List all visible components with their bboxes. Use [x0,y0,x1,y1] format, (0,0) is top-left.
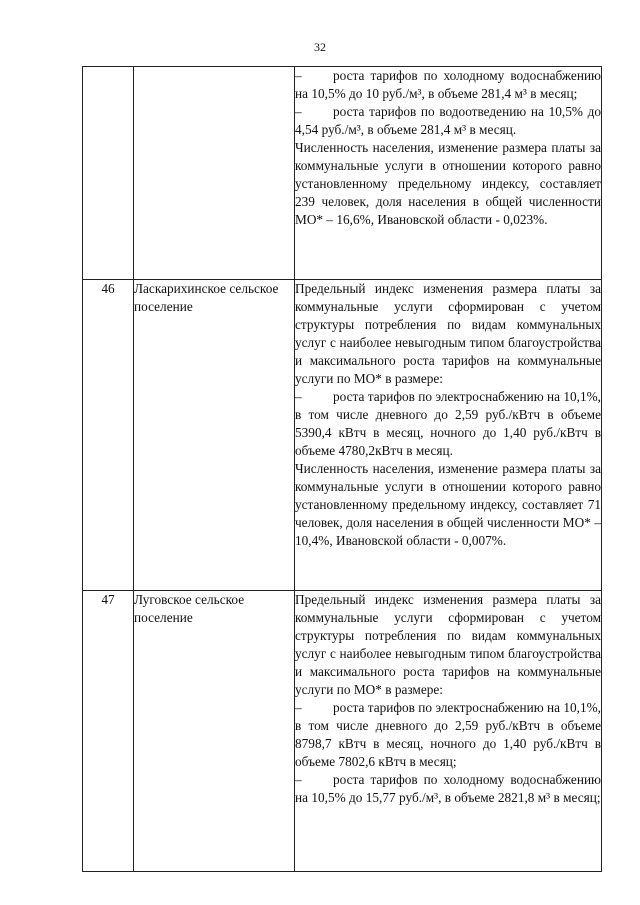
description-paragraph [295,771,601,807]
table-row [83,280,602,591]
tariff-table [82,66,602,872]
municipality-name: Ласкарихинское сельское поселение [134,280,295,591]
row-number: 46 [83,280,134,591]
description-cell [295,280,602,591]
dash-marker: – [295,772,302,787]
row-number [83,67,134,280]
paragraph-text: роста тарифов по холодному водоснабжению на 10,5% до 10 руб./м³, в объеме 281,4 м³ в месяц; [295,68,601,101]
dash-marker: – [295,389,302,404]
paragraph-text: роста тарифов по электроснабжению на 10,1%, в том числе дневного до 2,59 руб./кВтч в объеме 8798,7 кВтч в месяц, ночного до 1,40 руб./кВтч в объеме 7802,6 кВтч в месяц; [295,700,601,769]
description-paragraph [295,388,601,460]
description-paragraph [295,67,601,103]
table-row [83,67,602,280]
dash-marker: – [295,104,302,119]
dash-marker: – [295,68,302,83]
description-paragraph [295,699,601,771]
page-number: 32 [314,40,326,54]
paragraph-text: Предельный индекс изменения размера платы за коммунальные услуги сформирован с учетом структуры потребления по видам коммунальных услуг с наиболее невыгодным типом благоустройства и максимального роста тарифов на коммунальные услуги по МО* в размере: [295,281,601,386]
row-number: 47 [83,591,134,872]
paragraph-text: роста тарифов по холодному водоснабжению на 10,5% до 15,77 руб./м³, в объеме 2821,8 м³ в месяц; [295,772,601,805]
municipality-name: Луговское сельское поселение [134,591,295,872]
description-paragraph [295,591,601,699]
paragraph-text: роста тарифов по водоотведению на 10,5% до 4,54 руб./м³, в объеме 281,4 м³ в месяц. [295,104,601,137]
description-cell [295,591,602,872]
description-paragraph [295,280,601,388]
dash-marker: – [295,700,302,715]
table-row [83,591,602,872]
paragraph-text: Предельный индекс изменения размера платы за коммунальные услуги сформирован с учетом структуры потребления по видам коммунальных услуг с наиболее невыгодным типом благоустройства и максимального роста тарифов на коммунальные услуги по МО* в размере: [295,592,601,697]
paragraph-text: Численность населения, изменение размера платы за коммунальные услуги в отношении которого равно установленному предельному индексу, составляет 71 человек, доля населения в общей численности МО* – 10,4%, Ивановской области - 0,007%. [295,461,601,548]
paragraph-text: роста тарифов по электроснабжению на 10,1%, в том числе дневного до 2,59 руб./кВтч в объеме 5390,4 кВтч в месяц, ночного до 1,40 руб./кВтч в объеме 4780,2кВтч в месяц. [295,389,601,458]
description-paragraph [295,103,601,139]
description-paragraph [295,139,601,229]
municipality-name [134,67,295,280]
paragraph-text: Численность населения, изменение размера платы за коммунальные услуги в отношении которого равно установленному предельному индексу, составляет 239 человек, доля населения в общей численности МО* – 16,6%, Ивановской области - 0,023%. [295,140,601,227]
description-paragraph [295,460,601,550]
description-cell [295,67,602,280]
